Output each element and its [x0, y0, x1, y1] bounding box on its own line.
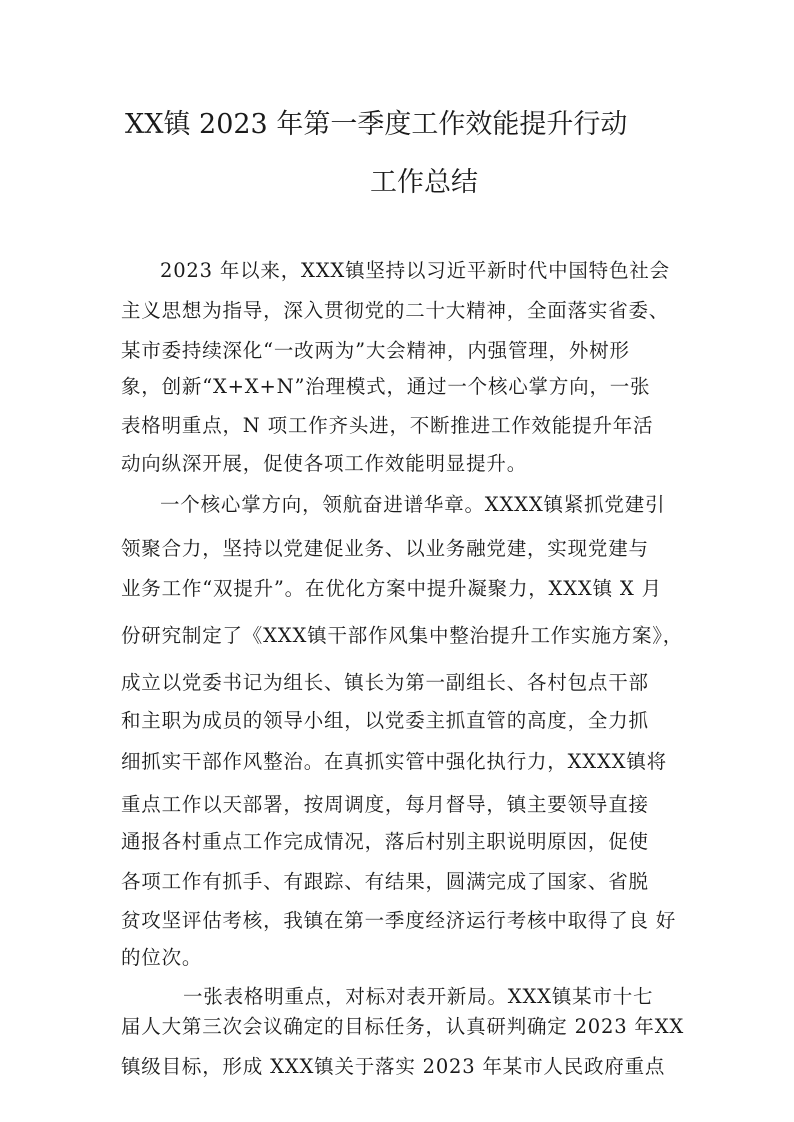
document-title-line-1: XX镇 2023 年第一季度工作效能提升行动 [125, 109, 628, 140]
body-line: 份研究制定了《XXX镇干部作风集中整治提升工作实施方案》， [121, 624, 684, 647]
body-line: 成立以党委书记为组长、镇长为第一副组长、各村包点干部 [121, 671, 649, 694]
body-line: 届人大第三次会议确定的目标任务，认真研判确定 2023 年XX [121, 1015, 685, 1038]
body-line: 表格明重点，N 项工作齐头进，不断推进工作效能提升年活 [121, 414, 654, 437]
body-line: 领聚合力，坚持以党建促业务、以业务融党建，实现党建与 [121, 537, 649, 560]
document-title-line-2: 工作总结 [370, 167, 478, 198]
body-line: 镇级目标，形成 XXX镇关于落实 2023 年某市人民政府重点 [121, 1055, 666, 1078]
body-line: 贫攻坚评估考核，我镇在第一季度经济运行考核中取得了良 好 [121, 909, 677, 932]
body-line: 各项工作有抓手、有跟踪、有结果，圆满完成了国家、省脱 [121, 870, 649, 893]
body-line: 某市委持续深化“一改两为”大会精神，内强管理，外树形 [121, 339, 630, 362]
body-line: 业务工作“双提升”。在优化方案中提升凝聚力，XXX镇 X 月 [121, 577, 662, 600]
body-line: 和主职为成员的领导小组，以党委主抓直管的高度，全力抓 [121, 709, 649, 732]
body-line: 一张表格明重点，对标对表开新局。XXX镇某市十七 [183, 985, 654, 1008]
body-line: 通报各村重点工作完成情况，落后村别主职说明原因，促使 [121, 830, 649, 853]
body-line: 重点工作以天部署，按周调度，每月督导，镇主要领导直接 [121, 793, 649, 816]
body-line: 动向纵深开展，促使各项工作效能明显提升。 [121, 452, 528, 475]
body-line: 细抓实干部作风整治。在真抓实管中强化执行力，XXXX镇将 [121, 750, 667, 773]
body-line: 象，创新“X+X+N”治理模式，通过一个核心掌方向，一张 [121, 375, 651, 398]
body-line: 的位次。 [121, 946, 203, 969]
body-line: 一个核心掌方向，领航奋进谱华章。XXXX镇紧抓党建引 [160, 493, 666, 516]
body-line: 主义思想为指导，深入贯彻党的二十大精神，全面落实省委、 [121, 299, 670, 322]
body-line: 2023 年以来，XXX镇坚持以习近平新时代中国特色社会 [160, 259, 670, 282]
